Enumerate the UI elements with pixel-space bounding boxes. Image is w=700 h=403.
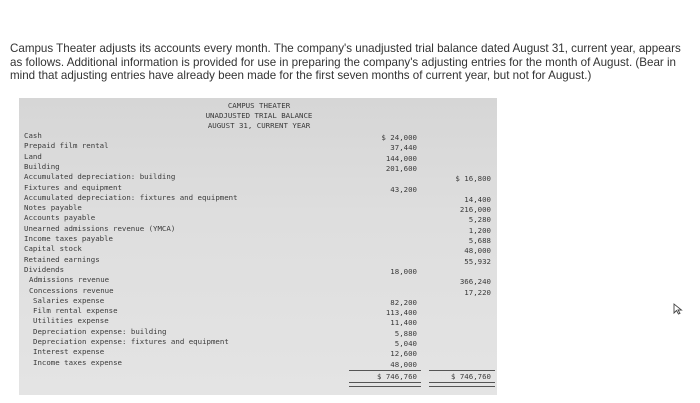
- debit-amount: 12,600: [390, 349, 417, 359]
- total-debit: $ 746,760: [376, 371, 417, 381]
- account-name: Land: [24, 151, 42, 161]
- account-name: Dividends: [24, 264, 65, 274]
- debit-amount: 11,400: [390, 318, 417, 328]
- credit-amount: 1,200: [468, 225, 491, 235]
- account-name: Income taxes expense: [33, 357, 122, 367]
- account-name: Fixtures and equipment: [24, 182, 122, 192]
- account-name: Retained earnings: [24, 254, 100, 264]
- credit-amount: 14,400: [464, 194, 491, 204]
- debit-amount: 5,880: [394, 328, 417, 338]
- trial-balance-table: [19, 98, 497, 395]
- account-name: Film rental expense: [33, 306, 118, 316]
- account-name: Cash: [24, 131, 42, 140]
- account-name: Concessions revenue: [29, 285, 114, 295]
- account-name: Unearned admissions revenue (YMCA): [24, 223, 176, 233]
- statement-title: UNADJUSTED TRIAL BALANCE: [205, 111, 313, 121]
- account-name: Accumulated depreciation: building: [24, 172, 176, 182]
- debit-amount: 144,000: [385, 153, 417, 163]
- credit-amount: 366,240: [459, 277, 491, 287]
- debit-amount: 82,200: [390, 297, 417, 307]
- statement-date: AUGUST 31, CURRENT YEAR: [207, 121, 311, 131]
- trial-balance-header: [179, 101, 339, 132]
- debit-amount: 48,000: [390, 359, 417, 369]
- company-name: CAMPUS THEATER: [227, 101, 291, 110]
- account-name: Prepaid film rental: [24, 141, 109, 151]
- account-name: Interest expense: [33, 347, 105, 357]
- account-name: Income taxes payable: [24, 234, 113, 243]
- account-name: Depreciation expense: building: [33, 326, 167, 336]
- credit-amount: 55,932: [464, 256, 491, 266]
- credit-total-double-rule: [429, 382, 495, 387]
- account-name: Salaries expense: [33, 295, 105, 305]
- debit-amount: 18,000: [390, 266, 417, 276]
- problem-intro: Campus Theater adjusts its accounts every month. The company's unadjusted trial balance dated August 31, current year, appears as follows. Additional information is provided for use in preparing the company's adjusting entries for the month of August. (Bear in mind that adjusting entries have already been made for the first seven months of current year, but not for August.): [10, 42, 681, 83]
- cursor-arrow-icon: [672, 303, 684, 315]
- debit-subtotal-rule: [349, 370, 421, 371]
- credit-amount: 5,688: [468, 236, 491, 245]
- credit-amount: 216,000: [459, 205, 491, 215]
- debit-total-double-rule: [349, 382, 421, 387]
- total-credit: $ 746,760: [450, 371, 491, 381]
- account-name: Accumulated depreciation: fixtures and equipment: [24, 192, 238, 202]
- debit-amount: 113,400: [385, 308, 417, 318]
- account-name: Notes payable: [24, 203, 82, 213]
- debit-amount: $ 24,000: [381, 133, 417, 142]
- account-name: Capital stock: [24, 244, 82, 254]
- debit-amount: 43,200: [390, 184, 417, 194]
- account-name: Accounts payable: [24, 213, 96, 223]
- debit-amount: 5,040: [394, 339, 417, 348]
- credit-amount: $ 16,800: [455, 174, 491, 184]
- credit-subtotal-rule: [429, 370, 495, 371]
- account-name: Admissions revenue: [29, 275, 110, 285]
- account-name: Depreciation expense: fixtures and equipment: [33, 337, 229, 346]
- account-name: Utilities expense: [33, 316, 109, 326]
- credit-amount: 17,220: [464, 287, 491, 297]
- credit-amount: 5,280: [468, 215, 491, 225]
- credit-amount: 48,000: [464, 246, 491, 256]
- account-name: Building: [24, 161, 60, 171]
- debit-amount: 37,440: [390, 143, 417, 153]
- debit-amount: 201,600: [385, 163, 417, 173]
